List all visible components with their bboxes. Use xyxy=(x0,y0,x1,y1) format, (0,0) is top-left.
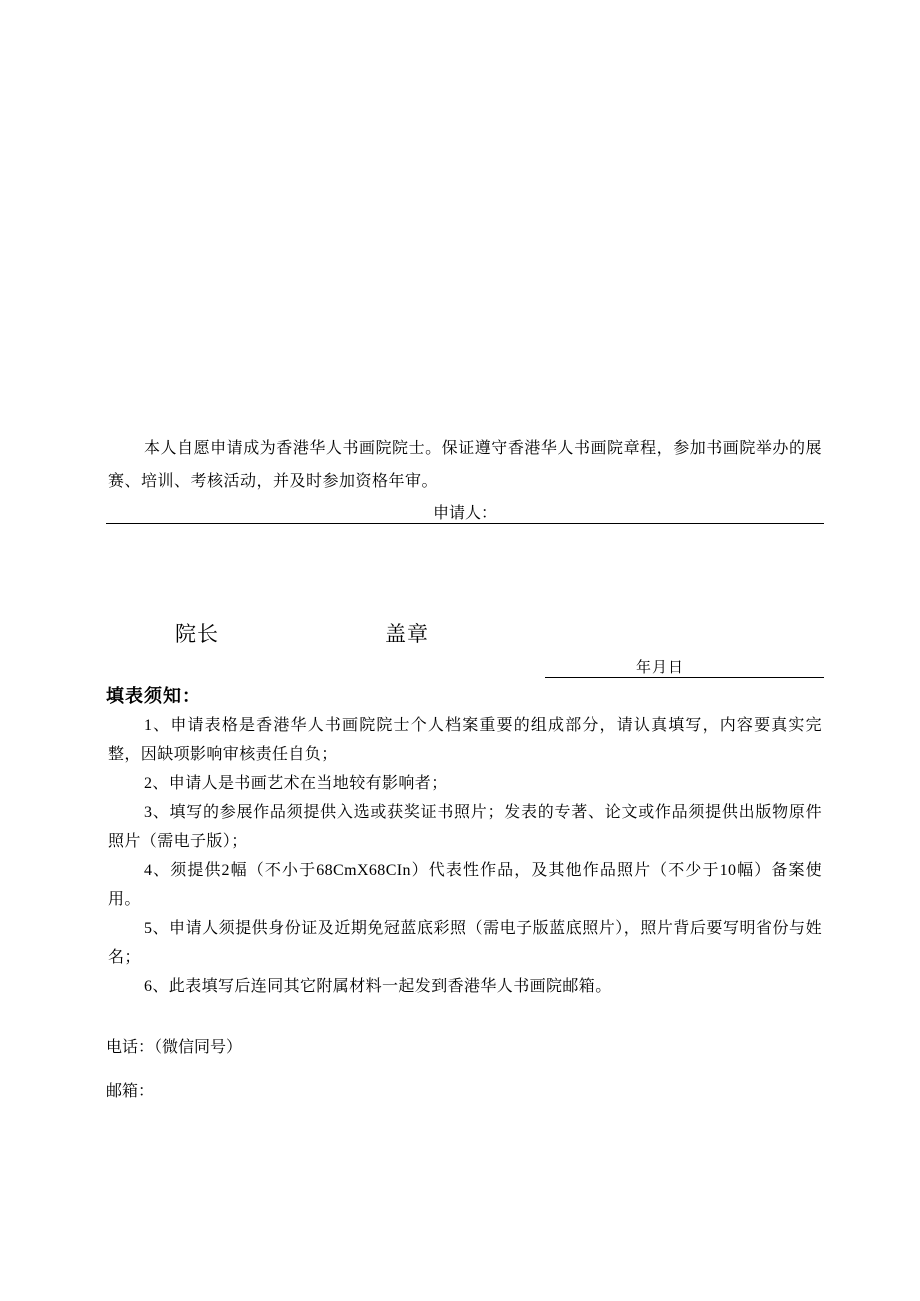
note-item-4: 4、须提供2幅（不小于68CmX68CIn）代表性作品，及其他作品照片（不少于10幅）备案使用。 xyxy=(108,862,822,908)
applicant-label: 申请人： xyxy=(432,505,497,522)
note-item-3: 3、填写的参展作品须提供入选或获奖证书照片；发表的专著、论文或作品须提供出版物原件照片（需电子版）； xyxy=(108,804,822,850)
seal-label: 盖章 xyxy=(385,622,429,646)
date-label: 年月日 xyxy=(636,660,685,676)
notes-title: 填表须知： xyxy=(106,686,201,706)
phone-label: 电话：（微信同号） xyxy=(106,1039,243,1056)
declaration-paragraph: 本人自愿申请成为香港华人书画院院士。保证遵守香港华人书画院章程，参加书画院举办的展赛、培训、考核活动，并及时参加资格年审。 xyxy=(108,440,822,490)
notes-list xyxy=(108,711,822,1001)
contact-block xyxy=(106,1026,706,1114)
president-label: 院长 xyxy=(175,622,219,646)
note-item-5: 5、申请人须提供身份证及近期免冠蓝底彩照（需电子版蓝底照片），照片背后要写明省份与姓名； xyxy=(108,920,822,966)
applicant-signature-line xyxy=(106,523,824,524)
email-label: 邮箱： xyxy=(106,1083,155,1100)
date-underline xyxy=(545,677,824,678)
note-item-1: 1、申请表格是香港华人书画院院士个人档案重要的组成部分，请认真填写，内容要真实完整，因缺项影响审核责任自负； xyxy=(108,717,822,763)
note-item-6: 6、此表填写后连同其它附属材料一起发到香港华人书画院邮箱。 xyxy=(144,978,612,995)
note-item-2: 2、申请人是书画艺术在当地较有影响者； xyxy=(144,775,448,792)
